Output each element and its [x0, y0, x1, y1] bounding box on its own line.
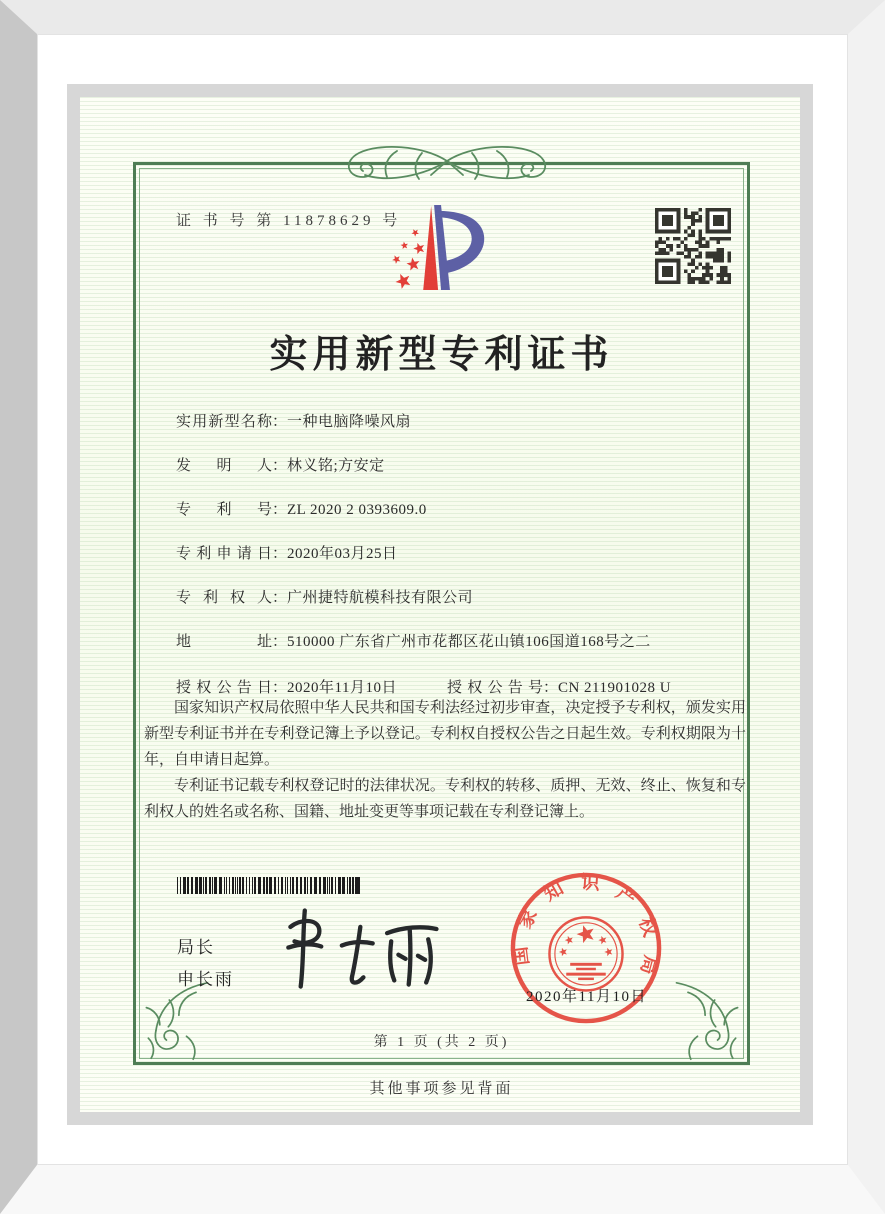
field-value: 林义铭;方安定	[287, 458, 385, 474]
legal-paragraph-1: 国家知识产权局依照中华人民共和国专利法经过初步审查，决定授予专利权，颁发实用新型专利证书并在专利登记簿上予以登记。专利权自授权公告之日起生效。专利权期限为十年，自申请日起算。	[144, 700, 746, 768]
legal-paragraph-2: 专利证书记载专利权登记时的法律状况。专利权的转移、质押、无效、终止、恢复和专利权人的姓名或名称、国籍、地址变更等事项记载在专利登记簿上。	[144, 778, 746, 820]
certificate-title: 实用新型专利证书	[269, 334, 614, 376]
field-value: 510000 广东省广州市花都区花山镇106国道168号之二	[287, 634, 651, 650]
commissioner-name: 申长雨	[177, 970, 234, 989]
field-colon: ：	[542, 680, 558, 696]
field-label: 授权公告号	[446, 680, 543, 696]
field-label: 实用新型名称	[176, 414, 272, 430]
field-row-inventor	[176, 454, 385, 475]
cnipa-logo-icon	[380, 201, 508, 295]
field-colon: ：	[272, 502, 288, 518]
field-row-filing-date	[176, 542, 398, 563]
field-colon: ：	[272, 680, 288, 696]
commissioner-signature	[276, 897, 456, 997]
back-note: 其他事项参见背面	[369, 1081, 514, 1097]
field-label: 发明人	[176, 458, 272, 474]
field-row-name	[176, 410, 411, 431]
qr-code	[655, 208, 731, 284]
seal-date: 2020年11月10日	[526, 989, 647, 1005]
field-label: 专利权人	[176, 590, 272, 606]
svg-text:国家知识产权局	[509, 870, 662, 977]
page-info: 第 1 页 (共 2 页)	[373, 1035, 510, 1050]
field-value: 2020年03月25日	[287, 546, 398, 562]
certificate-page	[80, 97, 800, 1112]
national-emblem-icon	[549, 917, 622, 990]
grant-no-value: CN 211901028 U	[557, 680, 672, 696]
certificate-number-prefix: 证 书 号 第	[176, 213, 276, 229]
certificate-number-value: 11878629	[283, 213, 375, 229]
certificate-number-suffix: 号	[382, 213, 402, 229]
field-label: 授权公告日	[176, 680, 272, 696]
field-colon: ：	[272, 414, 288, 430]
field-colon: ：	[272, 590, 288, 606]
field-label: 专利号	[176, 502, 272, 518]
field-value: ZL 2020 2 0393609.0	[287, 502, 427, 518]
certificate-number	[176, 209, 401, 230]
barcode	[177, 877, 360, 894]
field-colon: ：	[272, 546, 288, 562]
field-label: 地址	[176, 634, 272, 650]
field-value: 一种电脑降噪风扇	[287, 414, 412, 430]
field-row-grant	[176, 676, 671, 697]
commissioner-title: 局长	[177, 938, 215, 957]
grant-date-value: 2020年11月10日	[287, 680, 397, 696]
seal-text: 国家知识产权局	[509, 871, 663, 977]
field-label: 专利申请日	[176, 546, 272, 562]
field-row-address	[176, 630, 651, 651]
field-colon: ：	[272, 634, 288, 650]
field-row-patent-no	[176, 498, 427, 519]
field-colon: ：	[272, 458, 288, 474]
legal-text	[144, 695, 746, 825]
field-value: 广州捷特航模科技有限公司	[287, 590, 474, 606]
field-row-patentee	[176, 586, 473, 607]
